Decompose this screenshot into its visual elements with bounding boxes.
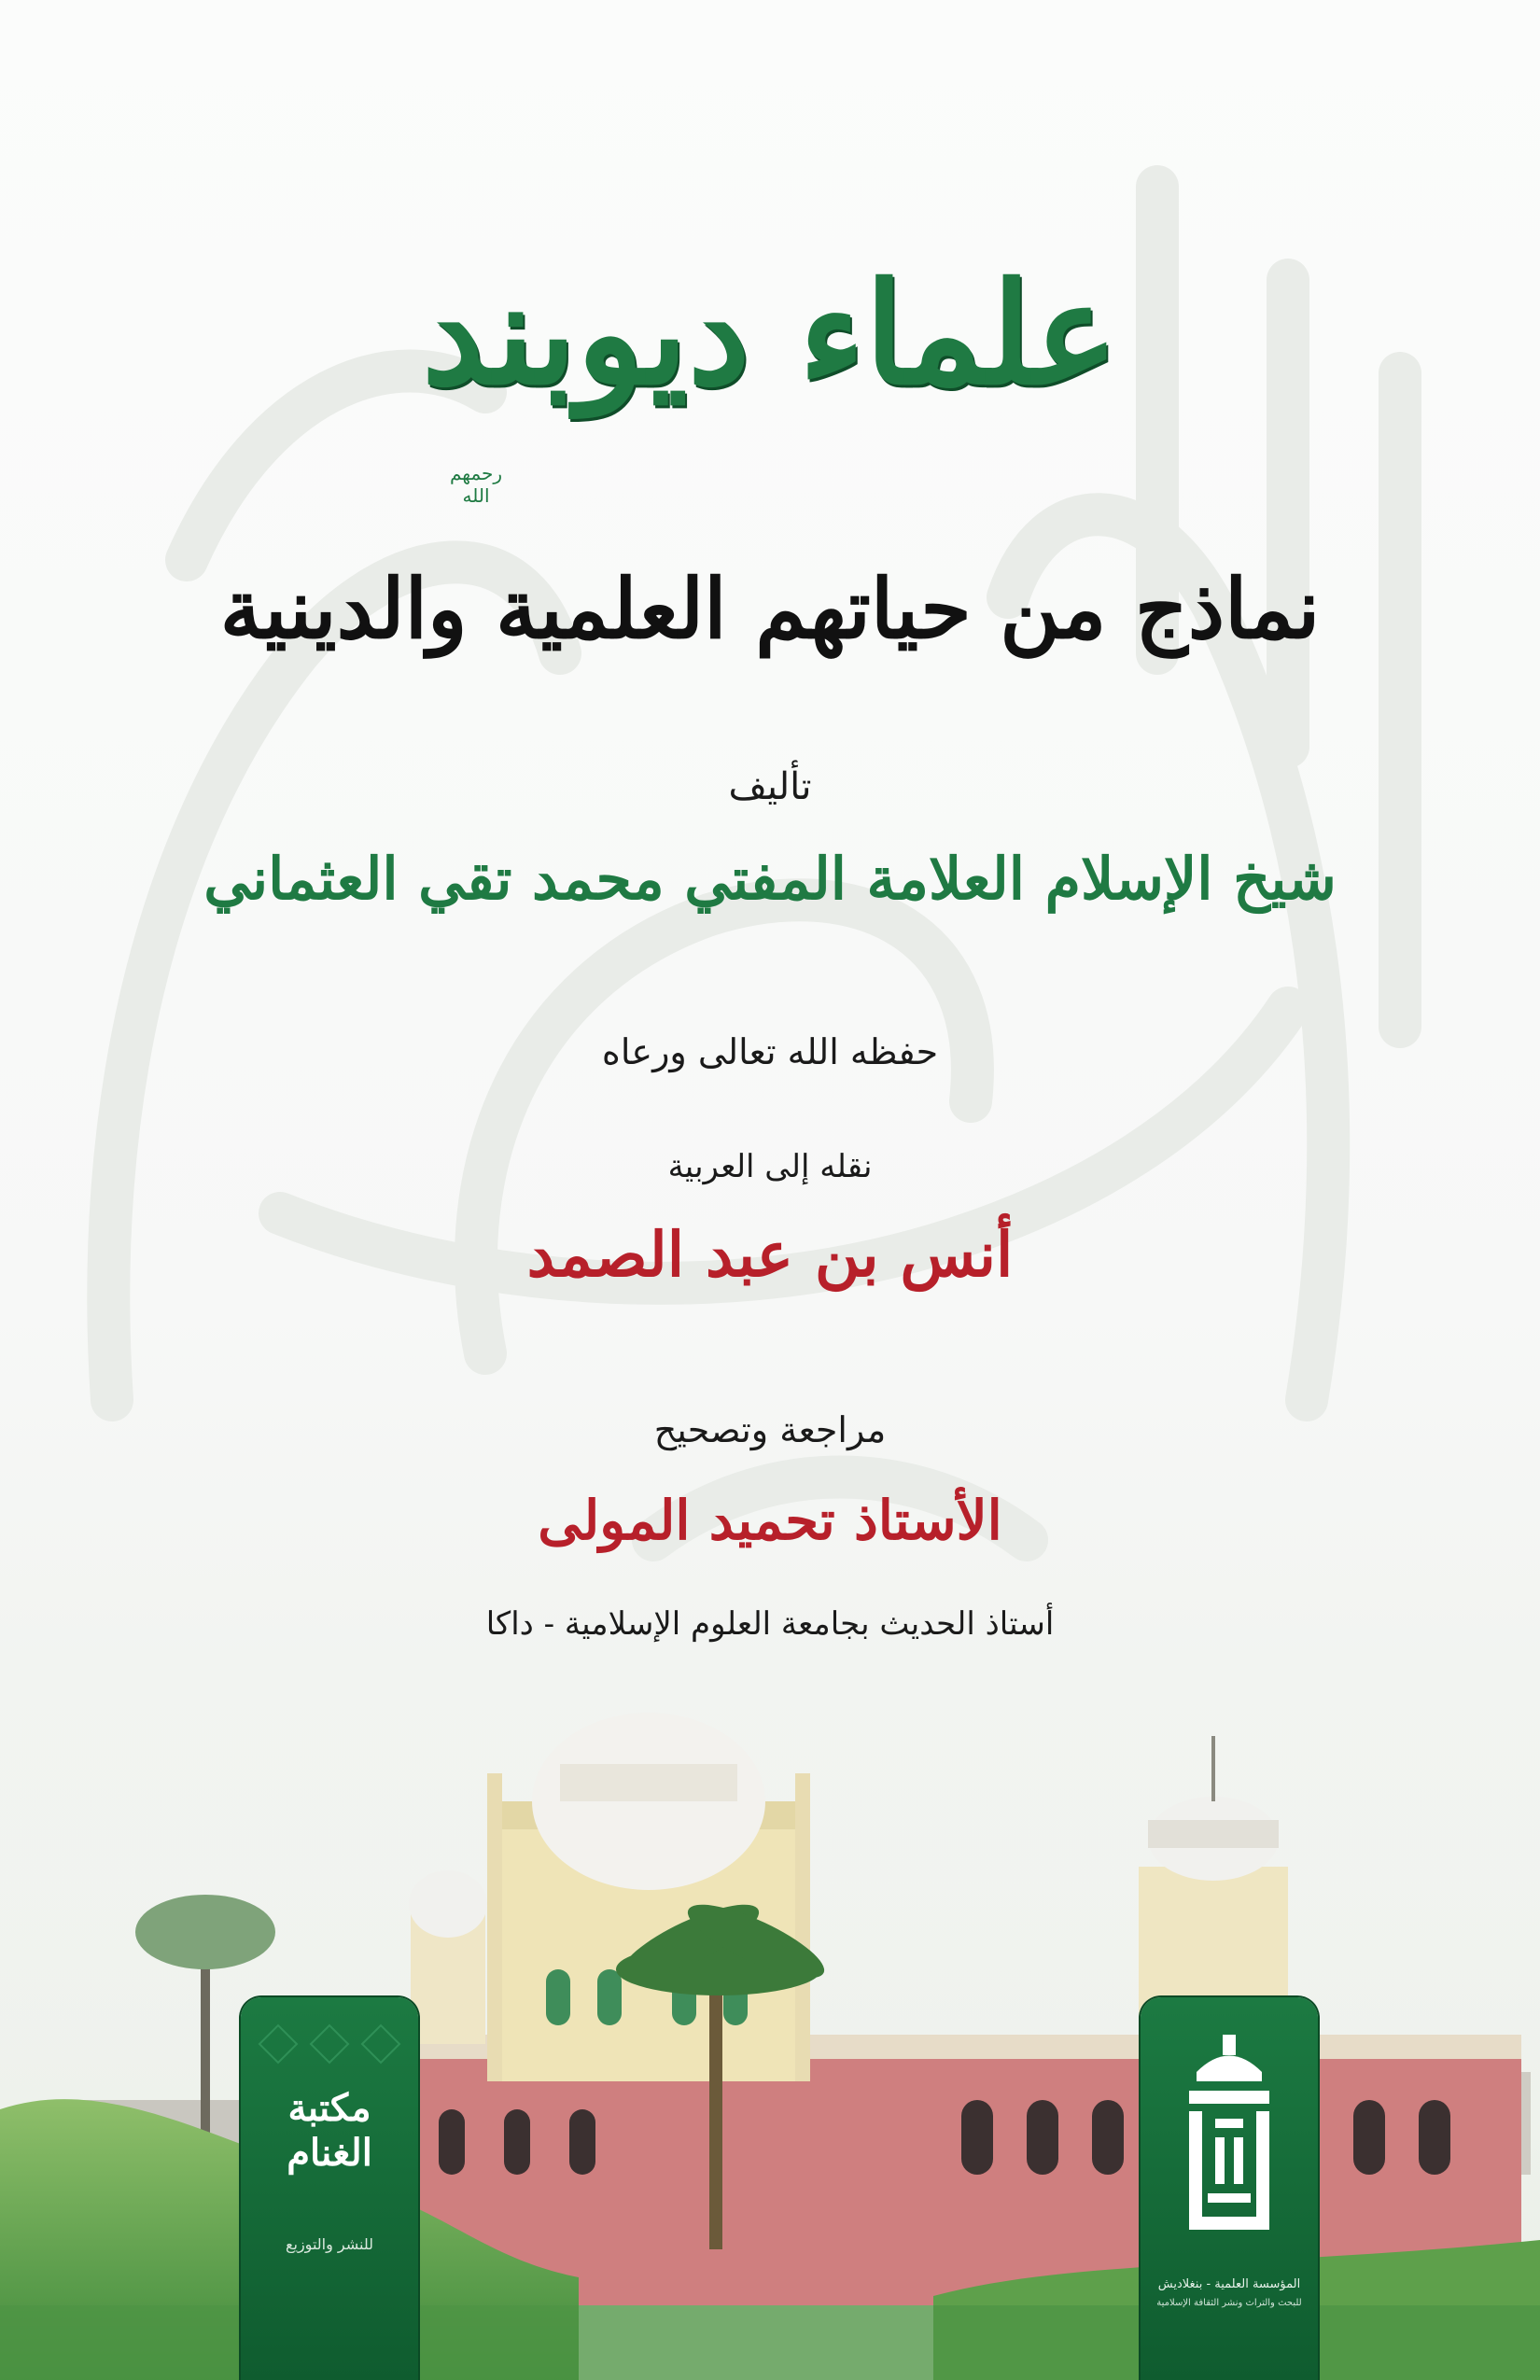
translator-name: أنس بن عبد الصمد: [526, 1218, 1014, 1291]
publisher-name-line1: مكتبة: [287, 2086, 371, 2130]
publisher-name: [241, 2086, 418, 2176]
title-honorific: رحمهم الله: [449, 462, 503, 507]
authored-by-label: تأليف: [728, 765, 812, 808]
translated-by-label: نقله إلى العربية: [667, 1148, 873, 1185]
review-label: مراجعة وتصحيح: [653, 1409, 887, 1450]
publisher-badge-institution: [1141, 1997, 1318, 2380]
book-subtitle: نماذج من حياتهم العلمية والدينية: [219, 560, 1321, 657]
publisher-name-line2: الغنام: [287, 2131, 372, 2175]
reviewer-name: الأستاذ تحميد المولى: [538, 1489, 1002, 1552]
geometric-pattern-icon: [241, 2007, 418, 2081]
author-name: شيخ الإسلام العلامة المفتي محمد تقي العثماني: [203, 845, 1337, 913]
author-prayer: حفظه الله تعالى ورعاه: [601, 1031, 939, 1072]
publisher-tagline: للنشر والتوزيع: [285, 2235, 374, 2253]
institution-tagline: للبحث والتراث ونشر الثقافة الإسلامية: [1156, 2298, 1302, 2308]
book-title: علماء ديوبند: [421, 252, 1119, 416]
publisher-badge-ghannam: [241, 1997, 418, 2380]
institution-name: المؤسسة العلمية - بنغلاديش: [1157, 2277, 1301, 2291]
mosque-arch-logo-icon: [1141, 2025, 1318, 2259]
reviewer-title: أستاذ الحديث بجامعة العلوم الإسلامية - داكا: [485, 1605, 1055, 1643]
